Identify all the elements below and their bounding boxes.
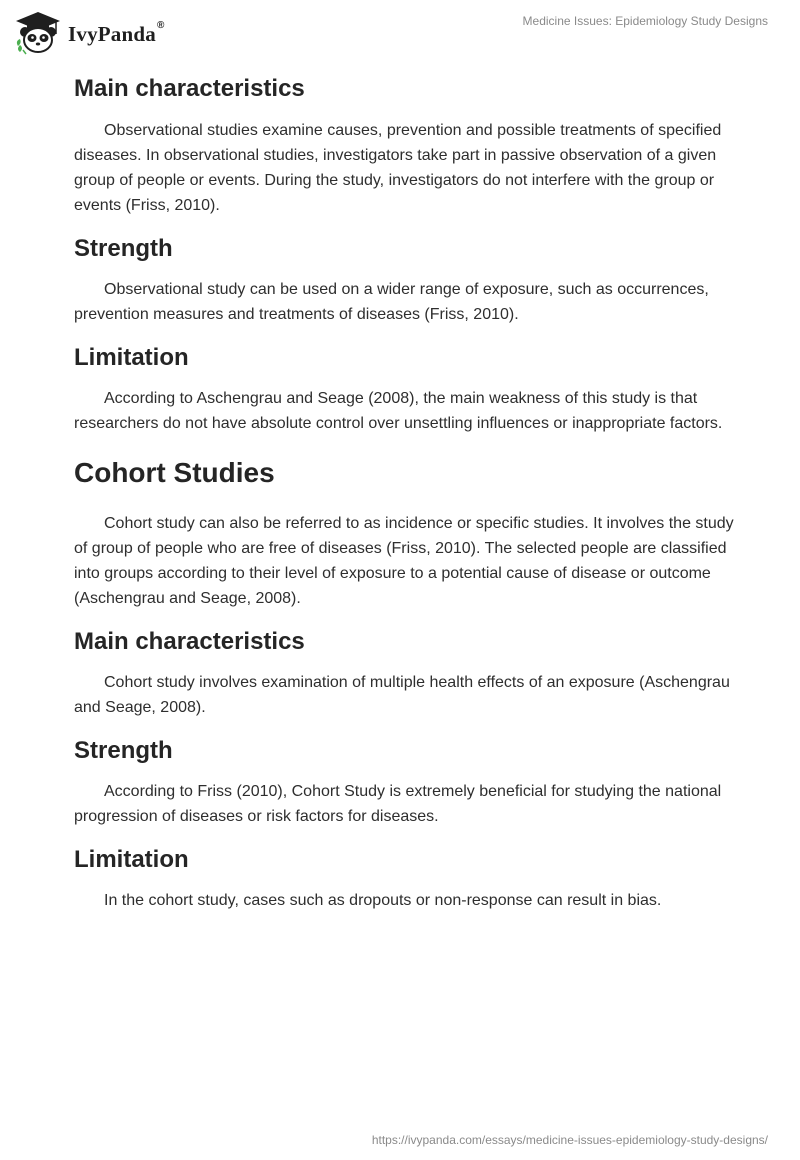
page-header [0, 0, 800, 64]
paragraph-cohort-main-characteristics: Cohort study involves examination of multiple health effects of an exposure (Aschengrau and Seage, 2008). [74, 674, 730, 716]
heading-cohort-limitation: Limitation [74, 846, 189, 873]
paragraph-limitation: According to Aschengrau and Seage (2008), the main weakness of this study is that researchers do not have absolute control over unsettling influences or inappropriate factors. [74, 390, 723, 432]
heading-main-characteristics: Main characteristics [74, 75, 305, 102]
source-url[interactable]: https://ivypanda.com/essays/medicine-issues-epidemiology-study-designs/ [371, 1133, 768, 1147]
paragraph-cohort-studies: Cohort study can also be referred to as incidence or specific studies. It involves the study of group of people who are free of diseases (Friss, 2010). The selected people are classified into groups according to their level of exposure to a potential cause of disease or outcome (Aschengrau and Seage, 2008). [74, 515, 734, 607]
paragraph-cohort-strength: According to Friss (2010), Cohort Study is extremely beneficial for studying the national progression of diseases or risk factors for diseases. [74, 783, 722, 825]
heading-limitation: Limitation [74, 344, 189, 371]
logo-text: IvyPanda [68, 21, 156, 46]
ivypanda-logo[interactable] [14, 10, 165, 56]
heading-cohort-studies: Cohort Studies [74, 457, 275, 488]
paragraph-strength: Observational study can be used on a wider range of exposure, such as occurrences, prevention measures and treatments of diseases (Friss, 2010). [74, 281, 709, 323]
paragraph-main-characteristics: Observational studies examine causes, prevention and possible treatments of specified diseases. In observational studies, investigators take part in passive observation of a given group of people or events. During the study, investigators do not interfere with the group or events (Friss, 2010). [74, 122, 722, 214]
essay-content [74, 70, 734, 913]
registered-mark: ® [156, 19, 165, 31]
heading-cohort-strength: Strength [74, 737, 173, 764]
logo-wordmark [68, 19, 165, 47]
document-title: Medicine Issues: Epidemiology Study Designs [522, 14, 768, 28]
heading-strength: Strength [74, 235, 173, 262]
panda-graduate-icon [14, 10, 62, 56]
paragraph-cohort-limitation: In the cohort study, cases such as dropouts or non-response can result in bias. [104, 892, 662, 909]
heading-cohort-main-characteristics: Main characteristics [74, 628, 305, 655]
